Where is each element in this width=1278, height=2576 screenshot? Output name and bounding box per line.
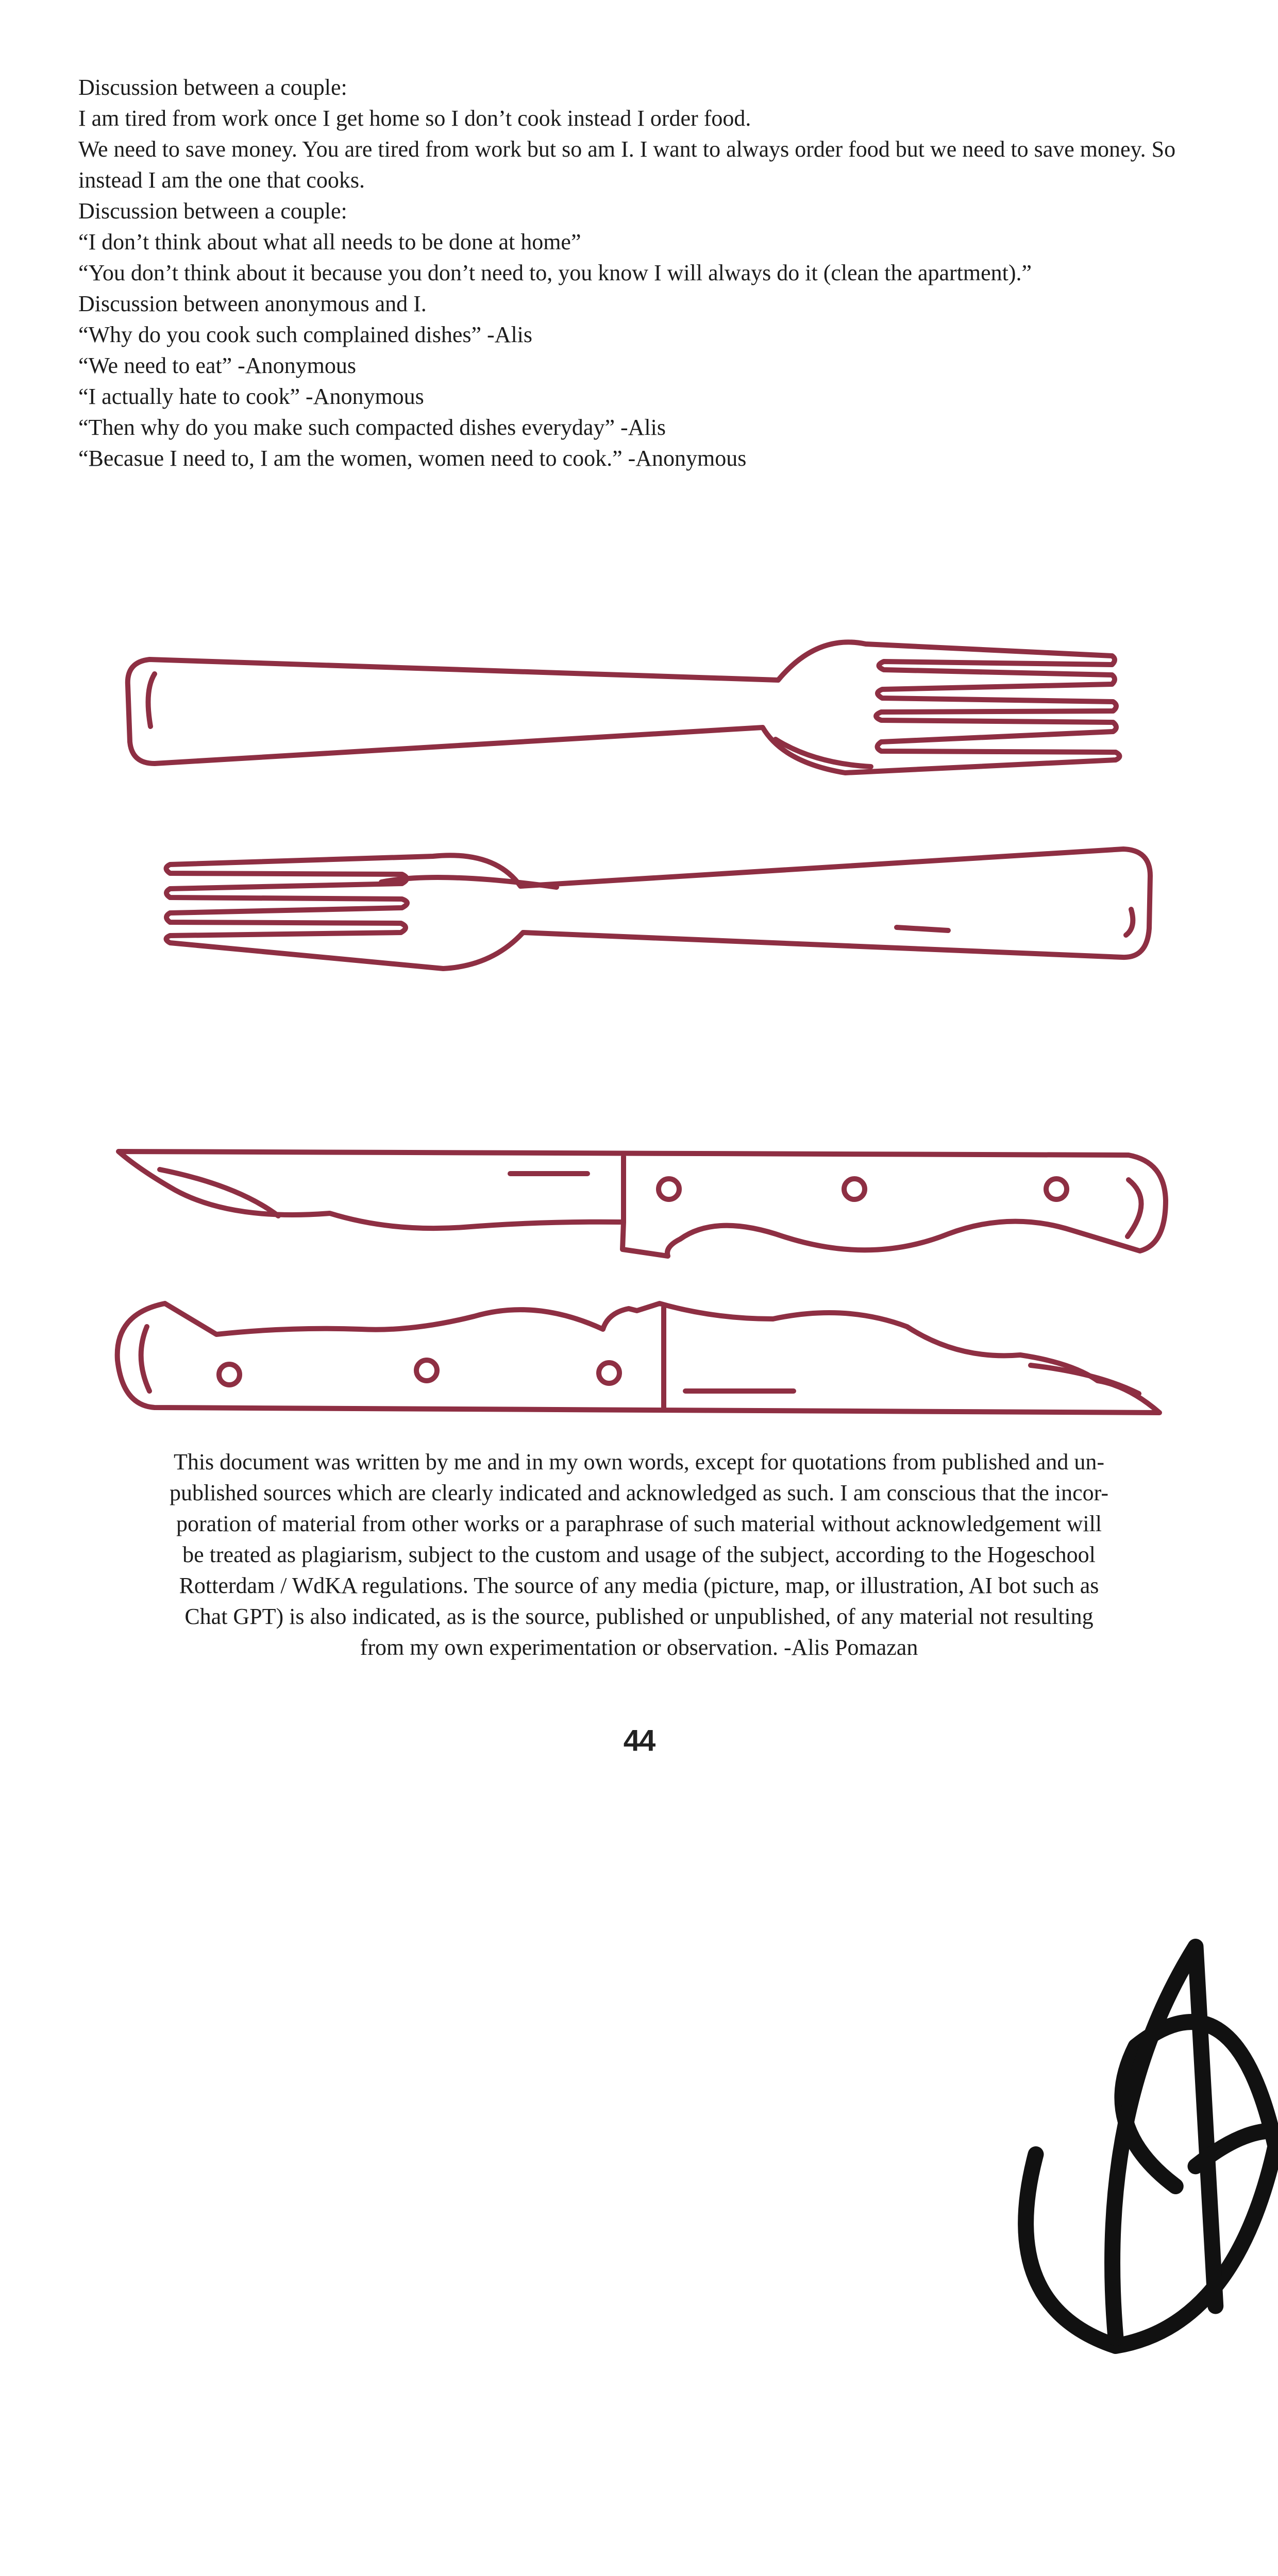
declaration-line: published sources which are clearly indicated and acknowledged as such. I am conscious that the incor- xyxy=(169,1480,1109,1505)
dialogue-line: I am tired from work once I get home so I don’t cook instead I order food. xyxy=(78,106,751,131)
dialogue-line: We need to save money. You are tired from work but so am I. I want to always order food but we need to save money. So instead I am the one that cooks. xyxy=(78,137,1176,193)
dialogue-line: “You don’t think about it because you don’t need to, you know I will always do it (clean the apartment).” xyxy=(78,260,1032,285)
declaration-line: Rotterdam / WdKA regulations. The source of any media (picture, map, or illustration, AI bot such as xyxy=(179,1573,1099,1598)
declaration-line: Chat GPT) is also indicated, as is the source, published or unpublished, of any material not resulting xyxy=(184,1604,1094,1629)
dialogue-line: “Then why do you make such compacted dishes everyday” -Alis xyxy=(78,415,666,440)
page-number: 44 xyxy=(623,1724,655,1757)
declaration-line: be treated as plagiarism, subject to the custom and usage of the subject, according to the Hogeschool xyxy=(182,1542,1096,1567)
dialogue-line: Discussion between a couple: xyxy=(78,198,347,224)
dialogue-line: Discussion between a couple: xyxy=(78,75,347,100)
dialogue-line: “I don’t think about what all needs to be done at home” xyxy=(78,229,581,255)
declaration-line: from my own experimentation or observation. -Alis Pomazan xyxy=(360,1635,918,1660)
knife-icon xyxy=(119,1151,1166,1256)
signature-icon xyxy=(956,1243,1278,2576)
dialogue-line: Discussion between anonymous and I. xyxy=(78,291,427,316)
fork-icon xyxy=(166,849,1151,969)
declaration-line: This document was written by me and in my own words, except for quotations from published and un- xyxy=(173,1449,1105,1475)
fork-icon xyxy=(128,642,1120,773)
declaration-line: poration of material from other works or a paraphrase of such material without acknowledgement will xyxy=(176,1511,1102,1536)
dialogue-line: “We need to eat” -Anonymous xyxy=(78,353,356,378)
dialogue-line: “Becasue I need to, I am the women, women need to cook.” -Anonymous xyxy=(78,446,747,471)
dialogue-line: “I actually hate to cook” -Anonymous xyxy=(78,384,424,409)
dialogue-line: “Why do you cook such complained dishes” -Alis xyxy=(78,322,533,347)
